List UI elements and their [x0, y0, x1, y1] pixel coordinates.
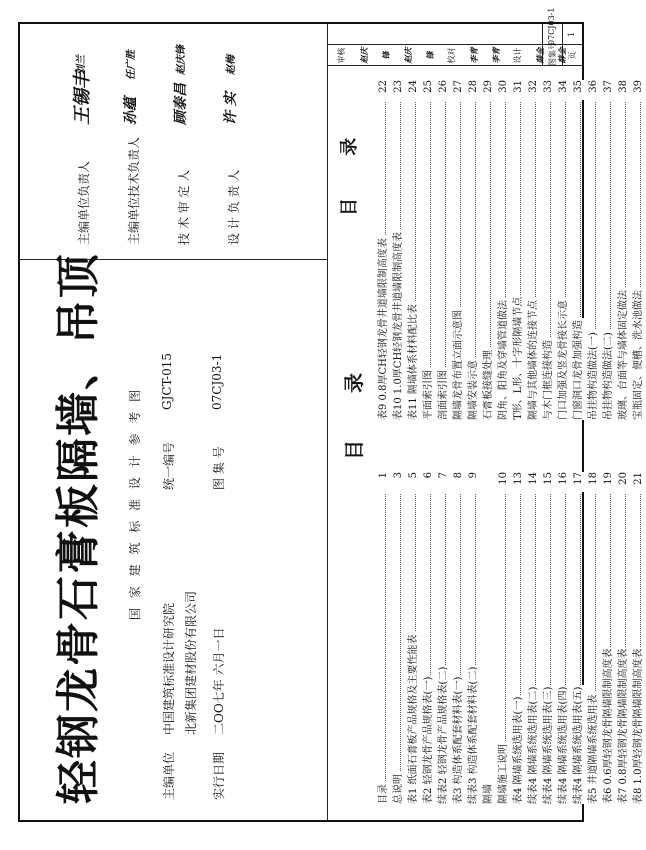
- responsible-role: 技 术 审 定 人: [177, 169, 191, 245]
- toc-label: 续表3 构造体系配套材料表(二): [468, 666, 479, 804]
- toc-row: [556, 80, 571, 420]
- toc-row: [526, 472, 541, 804]
- toc-row: [601, 80, 616, 420]
- toc-page: 17: [571, 472, 586, 492]
- toc-page: 16: [556, 472, 571, 492]
- toc-heading: 目 录: [342, 353, 366, 460]
- sign-cell: 校对: [447, 47, 456, 64]
- toc-row: [406, 472, 421, 804]
- toc-label: 目录: [378, 784, 389, 804]
- toc-row: [586, 472, 601, 804]
- toc-row: [571, 472, 586, 804]
- toc-row: [571, 80, 586, 420]
- page-label: 页: [568, 51, 577, 60]
- toc-section-heading: [481, 472, 496, 804]
- toc-row: [496, 80, 511, 420]
- toc-label: 表8 1.0厚轻钢龙骨隔墙限制高度表: [633, 648, 644, 804]
- toc-label: 门口加强及竖龙骨接长示意: [558, 300, 569, 420]
- toc-label: 平面索引图: [423, 370, 434, 420]
- editor-unit-1: 中国建筑标准设计研究院: [162, 602, 176, 735]
- toc-label: 续表4 隔墙系统选用表(五): [573, 686, 584, 804]
- atlas-number-label: 图 集 号: [212, 446, 226, 490]
- toc-label: 宝瓶固定、便槽、洗水池做法: [633, 290, 644, 420]
- unified-code-label: 统一编号: [162, 441, 176, 490]
- toc-label: 玻璃、台面等与墙体固定做法: [618, 290, 629, 420]
- toc-row: [391, 80, 406, 420]
- toc-page: 37: [601, 80, 616, 100]
- sign-cell: 赵庆锋: [359, 47, 391, 64]
- toc-label: 石膏板接缝处理: [483, 350, 494, 420]
- main-title: 轻钢龙骨石膏板隔墙、吊顶: [53, 252, 104, 804]
- toc-page: 25: [421, 80, 436, 100]
- signature: 赵梅: [226, 55, 237, 75]
- signature: 许 实: [223, 92, 239, 125]
- toc-row: [376, 472, 391, 804]
- toc-page: 21: [631, 472, 646, 492]
- toc-label: 表3 构造体系配套材料表(一): [453, 676, 464, 804]
- toc-page: 28: [466, 80, 481, 100]
- sign-cell: 审核: [337, 47, 346, 64]
- toc-page: 23: [391, 80, 406, 100]
- toc-page: 31: [511, 80, 526, 100]
- toc-page: 36: [586, 80, 601, 100]
- toc-page: 7: [436, 472, 451, 492]
- toc-label: 隔墙: [483, 784, 494, 804]
- toc-page: 39: [631, 80, 646, 100]
- toc-row: [436, 80, 451, 420]
- toc-page: 10: [496, 472, 511, 492]
- toc-page: 5: [406, 472, 421, 492]
- toc-row: [586, 80, 601, 420]
- toc-page: 19: [601, 472, 616, 492]
- responsible-role: 主编单位负责人: [77, 160, 91, 245]
- toc-page: 22: [376, 80, 391, 100]
- titleblock-heading: 目 录: [339, 119, 360, 216]
- toc-label: 表7 0.8厚轻钢龙骨隔墙限制高度表: [618, 648, 629, 804]
- toc-row: [436, 472, 451, 804]
- divider-horizontal: [327, 24, 328, 820]
- toc-row: [496, 472, 511, 804]
- sign-cell: 薛金: [557, 47, 567, 64]
- toc-row: [466, 80, 481, 420]
- toc-label: 阴角、阳角及穿墙管道做法: [498, 300, 509, 420]
- rotated-sheet: [20, 7, 644, 820]
- toc-column-right: [376, 80, 646, 420]
- toc-label: 隔墙施工说明: [498, 744, 509, 804]
- toc-label: 隔墙安装示意: [468, 360, 479, 420]
- toc-label: 总说明: [393, 774, 404, 804]
- toc-page: 27: [451, 80, 466, 100]
- drawing-frame: [18, 7, 644, 822]
- toc-label: 隔墙与其他墙体的连接节点: [528, 300, 539, 420]
- signature: 王锡丰: [72, 71, 93, 125]
- toc-label: 续表4 隔墙系统选用表(四): [558, 686, 569, 804]
- sign-cell: 李青: [491, 47, 501, 64]
- toc-page: 1: [376, 472, 391, 492]
- toc-page: 8: [451, 472, 466, 492]
- toc-column-left: [376, 472, 646, 804]
- date-value: 二OO七年 六月一日: [212, 627, 226, 735]
- unified-code-value: GJCT-015: [160, 353, 174, 410]
- toc-label: 表5 井道隔墙系统选用表: [588, 694, 599, 804]
- toc-page: 3: [391, 472, 406, 492]
- toc-page: 32: [526, 80, 541, 100]
- toc-label: 续表2 轻钢龙骨产品规格表(二): [438, 666, 449, 804]
- toc-row: [616, 472, 631, 804]
- toc-page: 30: [496, 80, 511, 100]
- editor-unit-2: 北新集团建材股份有限公司: [184, 590, 198, 735]
- toc-label: 隔墙龙骨布置立面示意图: [453, 310, 464, 420]
- toc-page: 38: [616, 80, 631, 100]
- sign-cell: 薛金: [535, 47, 545, 64]
- toc-row: [631, 472, 646, 804]
- toc-page: 35: [571, 80, 586, 100]
- toc-label: 表1 纸面石膏板产品规格及主要性能表: [408, 634, 419, 804]
- toc-page: 26: [436, 80, 451, 100]
- toc-label: 表9 0.8厚CH轻钢龙骨井道墙限制高度表: [378, 238, 389, 420]
- toc-row: [376, 80, 391, 420]
- sign-cell: 设计: [513, 47, 522, 64]
- toc-label: 表4 隔墙系统选用表(一): [513, 696, 524, 804]
- toc-label: 门窗洞口龙骨加强构造: [573, 320, 584, 420]
- responsible-role: 设 计 负 责 人: [227, 169, 241, 245]
- signature: 刘兰: [76, 55, 87, 75]
- signature: 顾泰昌: [173, 83, 189, 125]
- toc-page: 20: [616, 472, 631, 492]
- signature: 孙蕴: [123, 97, 139, 125]
- toc-page: 6: [421, 472, 436, 492]
- toc-row: [481, 80, 496, 420]
- toc-label: 表10 1.0厚CH轻钢龙骨井道墙限制高度表: [393, 231, 404, 420]
- toc-label: 吊挂物构造做法(一): [588, 332, 599, 420]
- toc-row: [511, 80, 526, 420]
- page-number: 1: [567, 31, 576, 38]
- toc-label: 表6 0.6厚轻钢龙骨隔墙限制高度表: [603, 648, 614, 804]
- sign-cell: 赵庆锋: [403, 47, 435, 64]
- atlas-no-value: 07CJ03-1: [547, 7, 556, 45]
- toc-page: 29: [481, 80, 496, 100]
- toc-label: 吊挂物构造做法(二): [603, 332, 614, 420]
- toc-page: 9: [466, 472, 481, 492]
- toc-row: [451, 80, 466, 420]
- toc-row: [451, 472, 466, 804]
- toc-row: [556, 472, 571, 804]
- series-name: 国 家 建 筑 标 准 设 计 参 考 图: [128, 386, 142, 620]
- atlas-number-value: 07CJ03-1: [210, 353, 224, 410]
- toc-label: 表11 隔墙体系材料配比表: [408, 304, 419, 420]
- responsible-role: 主编单位技术负责人: [127, 136, 141, 245]
- toc-label: 剖面索引图: [438, 370, 449, 420]
- toc-label: 续表4 隔墙系统选用表(二): [528, 686, 539, 804]
- signature: 赵庆锋: [176, 45, 187, 75]
- toc-row: [391, 472, 406, 804]
- toc-row: [466, 472, 481, 804]
- toc-row: [631, 80, 646, 420]
- toc-page: 14: [526, 472, 541, 492]
- toc-page: 18: [586, 472, 601, 492]
- date-label: 实行日期: [212, 751, 226, 800]
- toc-row: [541, 472, 556, 804]
- toc-page: 15: [541, 472, 556, 492]
- toc-row: [421, 80, 436, 420]
- toc-row: [616, 80, 631, 420]
- sign-cell: 李青: [469, 47, 479, 64]
- toc-page: 34: [556, 80, 571, 100]
- signature: 任广胜: [126, 50, 137, 80]
- toc-label: 续表4 隔墙系统选用表(三): [543, 686, 554, 804]
- toc-page: 13: [511, 472, 526, 492]
- toc-label: 与木门框连接构造: [543, 340, 554, 420]
- toc-page: 24: [406, 80, 421, 100]
- toc-row: [511, 472, 526, 804]
- toc-row: [541, 80, 556, 420]
- toc-row: [526, 80, 541, 420]
- toc-label: T形、L形、十字形隔墙节点: [513, 296, 524, 420]
- toc-row: [601, 472, 616, 804]
- atlas-no-label: 图集号: [548, 42, 557, 66]
- editor-unit-label: 主编单位: [162, 751, 176, 800]
- toc-row: [406, 80, 421, 420]
- toc-row: [421, 472, 436, 804]
- toc-label: 表2 轻钢龙骨产品规格表(一): [423, 676, 434, 804]
- toc-page: 33: [541, 80, 556, 100]
